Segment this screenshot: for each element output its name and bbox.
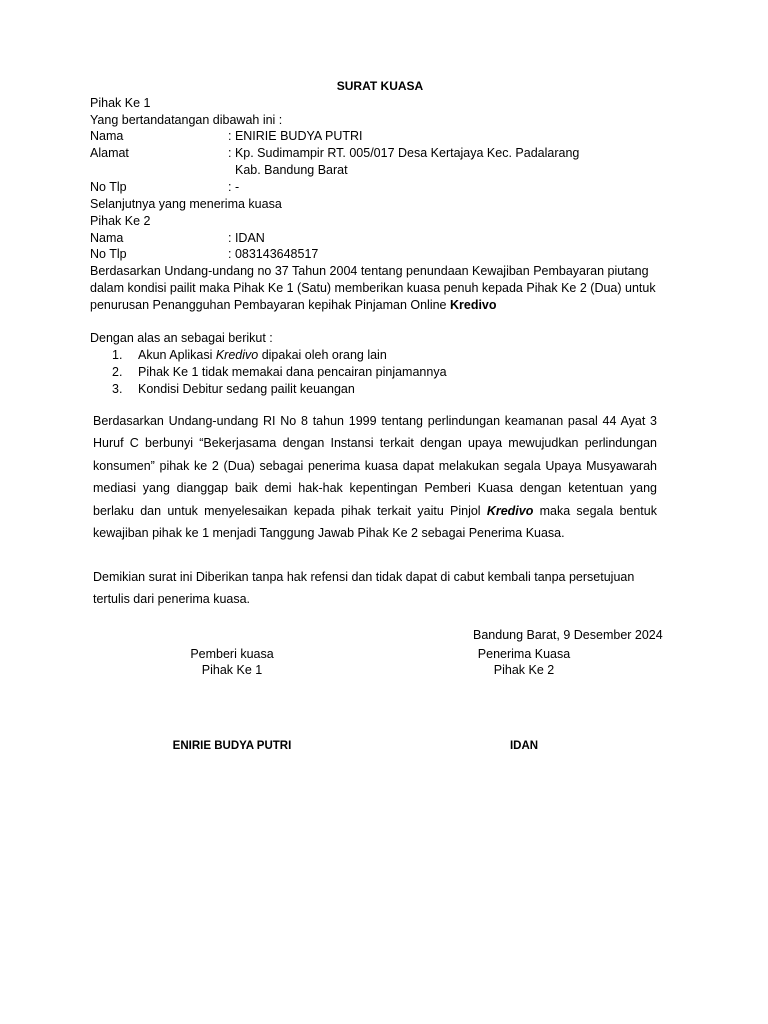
signer-right-name: IDAN xyxy=(509,740,539,752)
signer-left-role: Pemberi kuasa xyxy=(190,647,274,661)
place-date: Bandung Barat, 9 Desember 2024 xyxy=(473,628,663,642)
para2 xyxy=(93,410,657,544)
pihak2-intro: Selanjutnya yang menerima kuasa xyxy=(90,197,282,211)
pihak2-nama-row xyxy=(90,230,265,247)
pihak1-nama-value: : ENIRIE BUDYA PUTRI xyxy=(228,129,363,143)
pihak2-nama-value: : IDAN xyxy=(228,231,265,245)
pihak1-intro: Yang bertandatangan dibawah ini : xyxy=(90,113,283,127)
reasons-intro: Dengan alas an sebagai berikut : xyxy=(90,331,273,345)
list-item-text: Kondisi Debitur sedang pailit keuangan xyxy=(138,382,355,396)
pihak2-tlp-value: : 083143648517 xyxy=(228,247,319,261)
signer-left-name: ENIRIE BUDYA PUTRI xyxy=(172,740,292,752)
para1-line1: Berdasarkan Undang-undang no 37 Tahun 2004 tentang penundaan Kewajiban Pembayaran piutang xyxy=(90,264,649,278)
pihak1-alamat-label: Alamat xyxy=(90,146,129,160)
list-item-text-post: dipakai oleh orang lain xyxy=(258,348,387,362)
signer-left-party: Pihak Ke 1 xyxy=(201,663,263,677)
para2-text: Berdasarkan Undang-undang RI No 8 tahun 1999 tentang perlindungan keamanan pasal 44 Ayat 3 Huruf C berbunyi “Bekerjasama dengan Instansi terkait dengan upaya mewujudkan perlindungan konsumen” pihak ke 2 (Dua) sebagai penerima kuasa dapat melakukan segala Upaya Musyawarah mediasi yang dianggap baik demi hak-hak kepentingan Pemberi Kuasa dengan ketentuan yang berlaku dan untuk menyelesaikan kepada pihak terkait yaitu Pinjol xyxy=(93,414,657,518)
list-item xyxy=(112,347,447,364)
list-item-number: 3. xyxy=(112,382,123,396)
para1-line3-text: penurusan Penangguhan Pembayaran kepihak Pinjaman Online xyxy=(90,298,450,312)
pihak1-tlp-label: No Tlp xyxy=(90,180,127,194)
pihak1-nama-row xyxy=(90,128,363,145)
pihak1-alamat-row xyxy=(90,145,579,162)
list-item xyxy=(112,364,447,381)
pihak1-tlp-value: : - xyxy=(228,180,240,194)
pihak2-tlp-row xyxy=(90,246,318,263)
reasons-list xyxy=(112,347,447,398)
list-item-number: 1. xyxy=(112,348,123,362)
list-item-text: Akun Aplikasi xyxy=(138,348,216,362)
pihak1-nama-label: Nama xyxy=(90,129,124,143)
list-item-kredivo-italic: Kredivo xyxy=(215,348,259,362)
signer-right-party: Pihak Ke 2 xyxy=(493,663,555,677)
para1-line2: dalam kondisi pailit maka Pihak Ke 1 (Satu) memberikan kuasa penuh kepada Pihak Ke 2 (Dua) untuk xyxy=(90,281,656,295)
list-item-text: Pihak Ke 1 tidak memakai dana pencairan pinjamannya xyxy=(138,365,447,379)
pihak1-tlp-row xyxy=(90,179,239,196)
signer-right-role: Penerima Kuasa xyxy=(477,647,571,661)
pihak1-alamat-value: : Kp. Sudimampir RT. 005/017 Desa Kertajaya Kec. Padalarang xyxy=(228,146,580,160)
para1-line3 xyxy=(90,297,497,314)
para2-text-post: maka segala bentuk kewajiban pihak ke 1 menjadi Tanggung Jawab Pihak Ke 2 sebagai Penerima Kuasa. xyxy=(93,503,657,541)
pihak2-heading: Pihak Ke 2 xyxy=(90,214,151,228)
list-item-number: 2. xyxy=(112,365,123,379)
pihak2-nama-label: Nama xyxy=(90,231,124,245)
list-item xyxy=(112,381,447,398)
para2-kredivo-bold-italic: Kredivo xyxy=(486,503,534,518)
para1-kredivo-bold: Kredivo xyxy=(449,298,497,312)
pihak1-alamat-value-2: Kab. Bandung Barat xyxy=(235,163,348,177)
pihak1-heading: Pihak Ke 1 xyxy=(90,96,151,110)
pihak2-tlp-label: No Tlp xyxy=(90,247,127,261)
document-title: SURAT KUASA xyxy=(336,79,424,93)
para3: Demikian surat ini Diberikan tanpa hak refensi dan tidak dapat di cabut kembali tanpa persetujuan tertulis dari penerima kuasa. xyxy=(93,570,635,607)
